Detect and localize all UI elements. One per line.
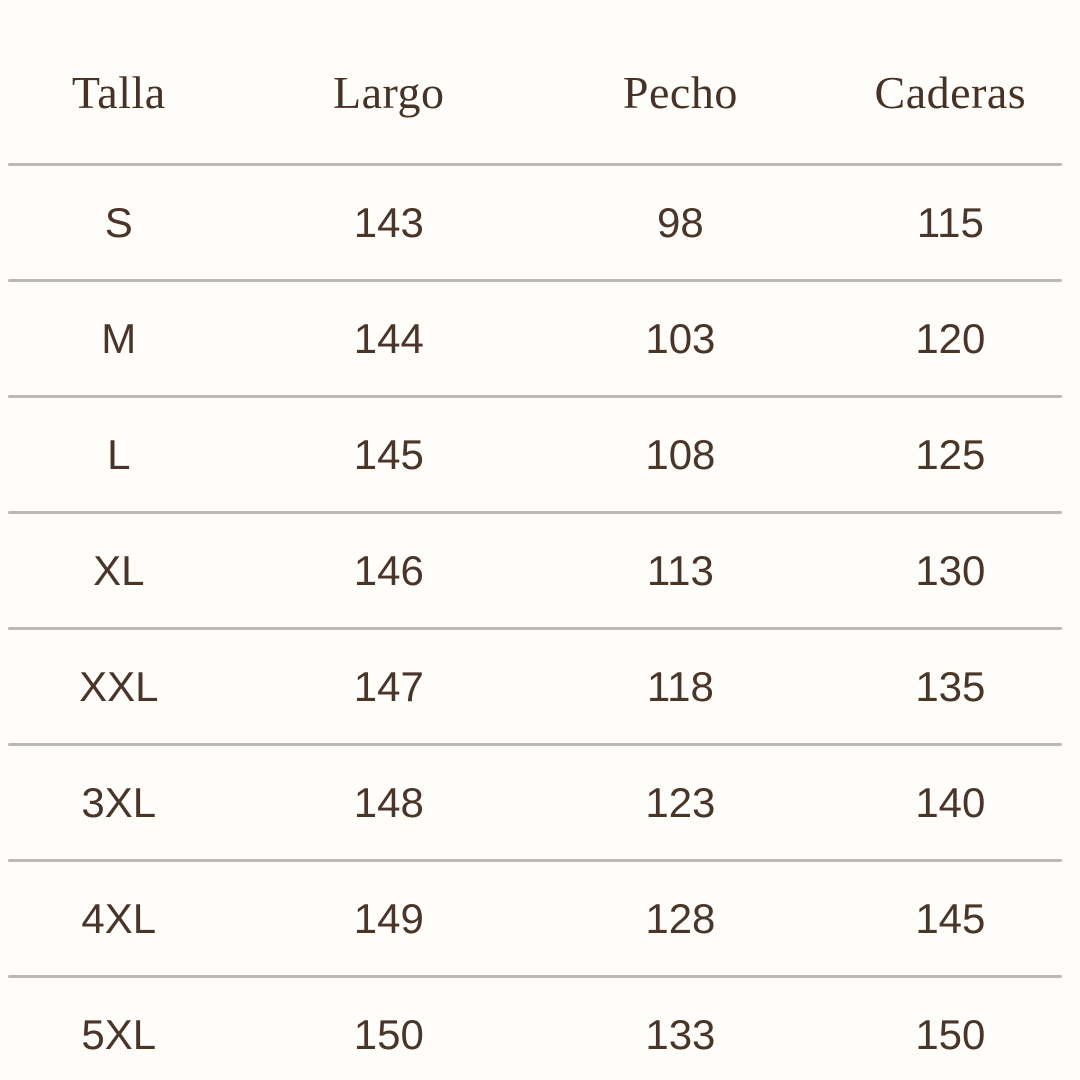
table-row [0,862,1080,975]
cell-pecho: 118 [646,662,714,710]
column-header-caderas: Caderas [874,67,1027,118]
cell-size: 5XL [81,1010,157,1058]
cell-pecho: 128 [645,894,716,942]
cell-largo: 148 [353,778,424,826]
cell-size: L [107,430,131,478]
cell-caderas: 115 [916,198,984,246]
cell-caderas: 140 [915,778,986,826]
cell-caderas: 125 [915,430,986,478]
cell-caderas: 135 [915,662,986,710]
cell-largo: 143 [353,198,424,246]
cell-caderas: 150 [915,1010,986,1058]
cell-pecho: 113 [646,546,714,594]
table-header-row [0,0,1080,163]
cell-largo: 146 [353,546,424,594]
table-row [0,746,1080,859]
column-header-talla: Talla [71,67,166,118]
table-row [0,630,1080,743]
cell-caderas: 145 [915,894,986,942]
cell-size: 3XL [81,778,157,826]
cell-largo: 147 [353,662,424,710]
table-row [0,978,1080,1080]
cell-size: M [101,314,137,362]
cell-largo: 150 [353,1010,424,1058]
cell-caderas: 120 [915,314,986,362]
cell-pecho: 103 [645,314,716,362]
cell-size: XL [93,546,145,594]
table-row [0,282,1080,395]
cell-largo: 145 [353,430,424,478]
cell-size: 4XL [81,894,157,942]
cell-size: XXL [79,662,159,710]
column-header-pecho: Pecho [622,67,738,118]
table-row [0,398,1080,511]
cell-largo: 149 [353,894,424,942]
table-row [0,166,1080,279]
cell-pecho: 98 [657,198,704,246]
cell-pecho: 123 [645,778,716,826]
table-row [0,514,1080,627]
column-header-largo: Largo [333,67,445,118]
cell-pecho: 108 [645,430,716,478]
cell-pecho: 133 [645,1010,716,1058]
cell-size: S [104,198,133,246]
cell-largo: 144 [353,314,424,362]
cell-caderas: 130 [915,546,986,594]
